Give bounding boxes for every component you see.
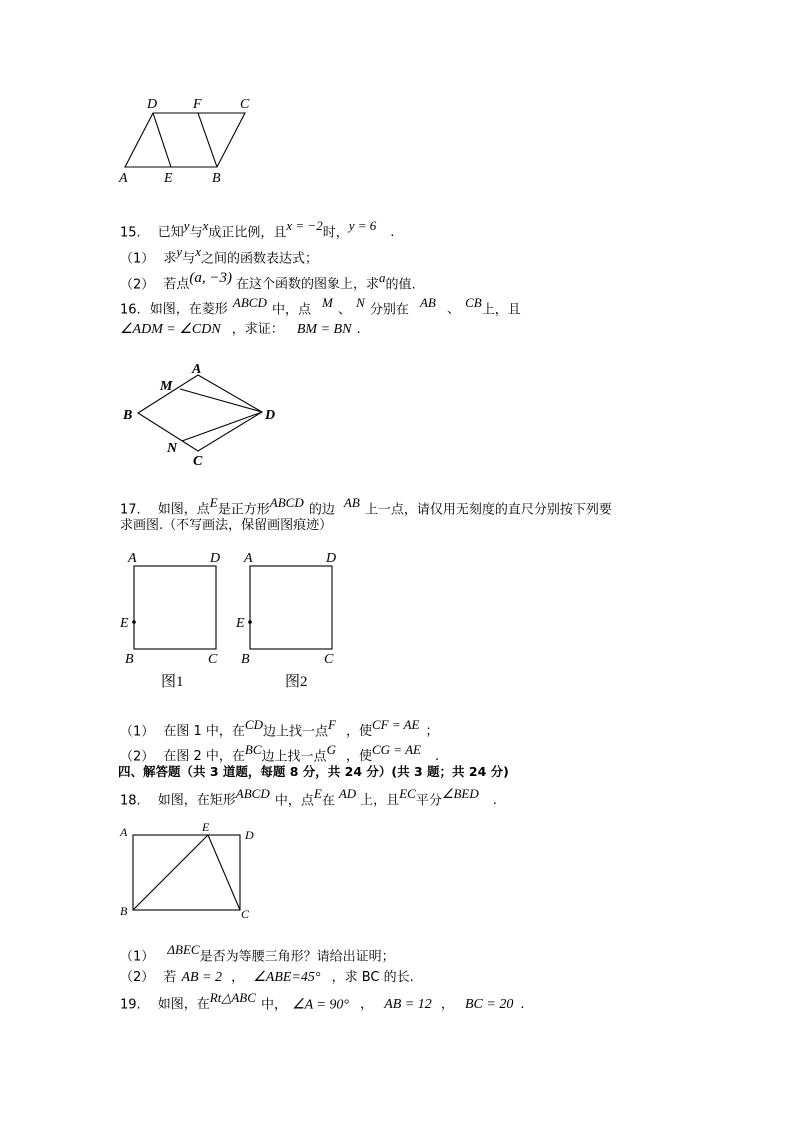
q15-sub2-text-1: 若点 [163,277,190,293]
q15-text-2: 与 [189,225,203,241]
q18-var-EC: EC [399,786,416,801]
q18-text-4: 上，且 [360,793,400,809]
q18-text-5: 平分 [415,793,442,809]
q17-sub2-var-BC: BC [244,742,262,757]
label-E: E [164,171,173,186]
q18-text-1: 如图，在矩形 [157,793,236,809]
label-E: E [202,820,210,834]
q15-text-1: 已知 [157,225,184,241]
q18-sub2-text-1: 若 [163,970,177,985]
q16-var-CB: CB [465,295,482,310]
q15-cond-1: x = −2 [286,218,323,233]
q19-stem [120,990,525,1013]
q19-number: 19. [120,997,141,1013]
q16-condition: ∠ADM = ∠CDN [120,322,221,337]
label-B: B [212,171,221,186]
label-B: B [123,408,133,423]
segment-EC [208,835,240,910]
q16-text-3: 分别在 [369,302,409,318]
q16-goal: BM = BN [296,322,352,337]
q15-sub2-text-3: 的值. [385,277,416,293]
fig1-label-D: D [210,551,221,566]
label-N: N [167,441,178,456]
q15-sub2-number: （2） [120,277,155,293]
q17-sub1-var-F: F [328,717,336,732]
q18-text-3: 在 [321,793,335,809]
q15-sub2-var-a: a [379,270,386,285]
q16-var-M: M [322,295,333,310]
q16-var-AB: AB [419,295,436,310]
q18-sub2-ab: AB = 2 [181,970,223,985]
q17-sub2-text-4: . [434,749,440,765]
q17-text-1: 如图，点 [157,502,210,518]
fig2-label-E: E [236,616,245,631]
q18-angle-BED: ∠BED [441,786,479,801]
q19-text-5: . [520,997,525,1013]
label-C: C [241,907,250,921]
q17-text-4: 上一点，请仅用无刻度的直尺分别按下列要 [364,502,612,518]
q16-sep-1: 、 [337,302,351,318]
q15-text-5: . [390,225,395,241]
q15-sub1-var-x: x [195,244,201,259]
q16-text-5: ，求证： [231,322,284,337]
q18-sub2-text-3: ，求 BC 的长. [331,970,414,985]
q15-text-4: 时， [322,225,349,241]
q16-var-abcd: ABCD [232,295,267,310]
q16-sep-2: 、 [446,302,460,318]
q17-sub1-condition: CF = AE [371,717,420,732]
q17-var-E: E [209,495,218,510]
q16-text-6: . [356,322,361,337]
q15-sub2-point: (a, −3) [189,270,233,286]
q15-sub2-text-2: 在这个函数的图象上，求 [236,277,380,293]
q17-var-AB: AB [343,495,360,510]
q15-sub1-var-y: y [176,244,183,259]
q15-number: 15. [120,225,141,241]
q19-angle: ∠A = 90° [292,997,350,1013]
label-A: A [120,825,128,839]
q18-sub2-number: （2） [120,970,155,985]
fig1-label-E: E [120,616,129,631]
q17-sub2-text-2: 边上找一点 [261,749,327,765]
label-A: A [119,171,128,186]
fig2-label-B: B [241,652,250,667]
fig2-label-A: A [244,551,253,566]
fig1-caption: 图1 [161,674,184,690]
q17-sub2-condition: CG = AE [371,742,421,757]
fig1-label-A: A [128,551,137,566]
q19-triangle: Rt△ABC [209,990,256,1005]
fig1-label-B: B [125,652,134,667]
q16-number: 16. [120,302,141,318]
q16-text-1: 如图，在菱形 [149,302,228,318]
q17-sub2-number: （2） [120,749,155,765]
q17-sub2-var-G: G [326,742,336,757]
q18-sub1-text: 是否为等腰三角形？请给出证明； [199,949,395,965]
q15-var-y: y [183,218,190,233]
q16-text-2: 中，点 [271,302,311,318]
q19-text-4: ， [440,997,454,1013]
q15-sub1-text-1: 求 [163,251,177,267]
q17-sub1-text-3: ，使 [345,724,372,740]
q18-var-AD: AD [338,786,357,801]
q17-text-3: 的边 [308,502,335,518]
q18-sub1 [120,942,395,964]
label-M: M [160,379,173,394]
q18-sub2 [120,966,414,986]
q17-var-abcd: ABCD [269,495,304,510]
q17-sub1-number: （1） [120,724,155,740]
fig1-label-C: C [208,652,218,667]
q17-sub1-var-CD: CD [244,717,263,732]
q16-text-4: 上，且 [481,302,521,318]
section-heading: 四、解答题（共 3 道题，每题 8 分，共 24 分）(共 3 题；共 24 分) [118,764,509,779]
q19-ab: AB = 12 [384,997,432,1013]
q19-bc: BC = 20 [464,997,514,1013]
q15-cond-2: y = 6 [348,218,377,233]
q18-sub2-angle: ∠ABE=45° [253,970,321,985]
q16-var-N: N [356,295,365,310]
q18-text-6: . [492,793,497,809]
label-D: D [147,97,158,112]
q17-sub1-text-4: ； [425,724,439,740]
q15-text-3: 成正比例，且 [208,225,287,241]
q17-sub2-text-1: 在图 2 中，在 [163,749,245,765]
label-D: D [265,408,276,423]
label-C: C [240,97,250,112]
q17-sub2-text-3: ，使 [345,749,372,765]
fig2-caption: 图2 [285,674,308,690]
q15-sub1-text-3: 之间的函数表达式； [200,251,318,267]
label-B: B [120,904,128,918]
q18-var-abcd: ABCD [235,786,270,801]
fig2-label-D: D [326,551,337,566]
q15-var-x: x [202,218,209,233]
q18-number: 18. [120,793,141,809]
q18-sub1-number: （1） [120,949,155,965]
q17-sub1-text-2: 边上找一点 [262,724,328,740]
q19-text-1: 如图，在 [157,997,210,1013]
label-A: A [192,362,202,377]
q17-sub1-text-1: 在图 1 中，在 [163,724,245,740]
q15-sub1-text-2: 与 [182,251,196,267]
q19-text-3: ， [360,997,374,1013]
q18-sub2-text-2: ， [231,970,245,985]
q17-text-5: 求画图.（不写画法，保留画图痕迹） [120,518,333,533]
label-F: F [193,97,202,112]
q17-number: 17. [120,502,141,518]
fig2-label-C: C [324,652,334,667]
q18-var-E: E [313,786,322,801]
label-D: D [245,828,254,842]
q19-text-2: 中， [261,997,288,1013]
segment-BE [133,835,208,910]
q15-sub1-number: （1） [120,251,155,267]
q18-text-2: 中，点 [274,793,314,809]
q17-text-2: 是正方形 [217,502,270,518]
q18-sub1-triangle: ΔBEC [167,942,200,957]
label-C: C [193,454,203,469]
